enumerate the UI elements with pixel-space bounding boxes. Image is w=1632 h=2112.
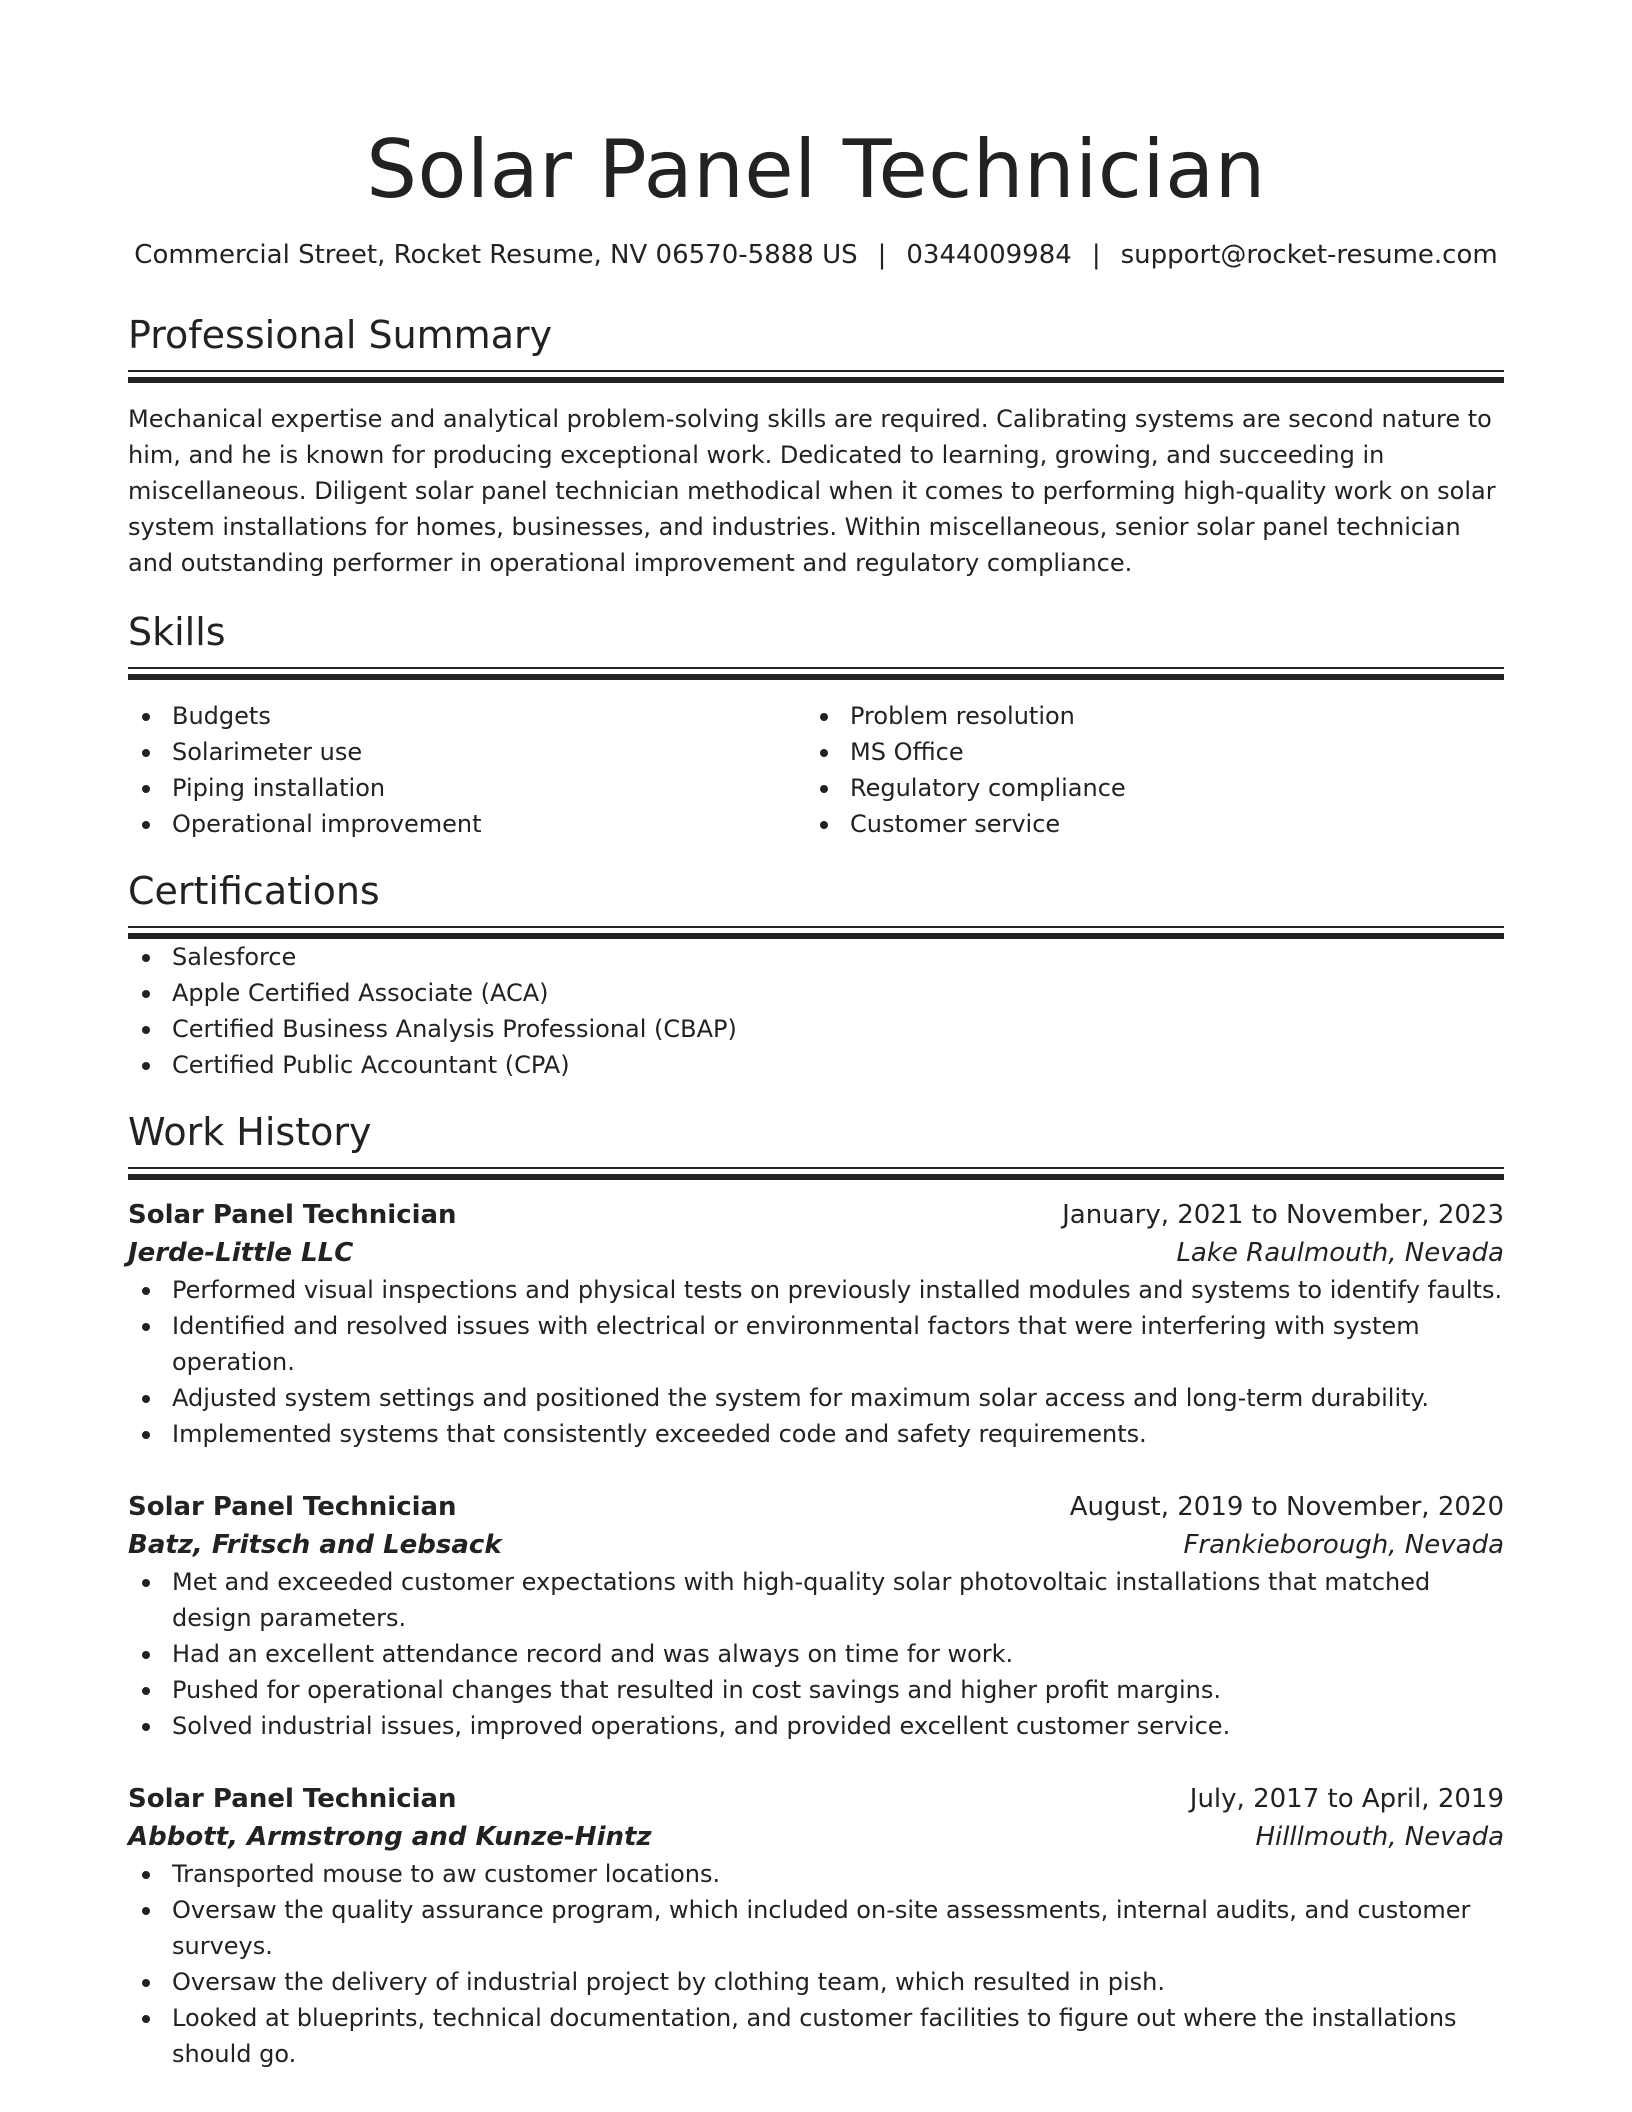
job-duty-item: Implemented systems that consistently exceeded code and safety requirements. bbox=[128, 1416, 1504, 1452]
job-company: Jerde-Little LLC bbox=[128, 1238, 354, 1268]
job-header-row bbox=[128, 1488, 1504, 1526]
job-company-row bbox=[128, 1526, 1504, 1564]
job-duty-item: Had an excellent attendance record and was always on time for work. bbox=[128, 1636, 1504, 1672]
skill-item: Customer service bbox=[806, 806, 1484, 842]
job-duty-item: Identified and resolved issues with electrical or environmental factors that were interfering with system operation. bbox=[128, 1308, 1504, 1380]
skills-section bbox=[128, 609, 1504, 842]
section-divider bbox=[128, 1167, 1504, 1180]
job-duty-item: Oversaw the delivery of industrial project by clothing team, which resulted in pish. bbox=[128, 1964, 1504, 2000]
job-duty-item: Transported mouse to aw customer locations. bbox=[128, 1856, 1504, 1892]
skill-item: Solarimeter use bbox=[128, 734, 806, 770]
skill-item: Piping installation bbox=[128, 770, 806, 806]
job-duties-list bbox=[128, 1564, 1504, 1744]
contact-email: support@rocket-resume.com bbox=[1120, 240, 1498, 270]
job-location: Frankieborough, Nevada bbox=[1183, 1530, 1504, 1560]
job-company-row bbox=[128, 1234, 1504, 1272]
job-duty-item: Pushed for operational changes that resulted in cost savings and higher profit margins. bbox=[128, 1672, 1504, 1708]
certifications-section bbox=[128, 868, 1504, 1083]
section-divider bbox=[128, 370, 1504, 383]
skill-item: Problem resolution bbox=[806, 698, 1484, 734]
contact-line bbox=[128, 238, 1504, 272]
skill-item: Operational improvement bbox=[128, 806, 806, 842]
resume-name: Solar Panel Technician bbox=[366, 123, 1266, 216]
section-title-certifications: Certifications bbox=[128, 869, 380, 913]
job-duty-item: Adjusted system settings and positioned the system for maximum solar access and long-term durability. bbox=[128, 1380, 1504, 1416]
job-duty-item: Met and exceeded customer expectations with high-quality solar photovoltaic installations that matched design parameters. bbox=[128, 1564, 1504, 1636]
skill-item: Regulatory compliance bbox=[806, 770, 1484, 806]
contact-address: Commercial Street, Rocket Resume, NV 06570-5888 US bbox=[134, 240, 858, 270]
job-dates: July, 2017 to April, 2019 bbox=[1189, 1784, 1504, 1814]
resume-page bbox=[128, 120, 1504, 2072]
job-entry bbox=[128, 1780, 1504, 2072]
skill-item: Budgets bbox=[128, 698, 806, 734]
job-entry bbox=[128, 1196, 1504, 1452]
certifications-list bbox=[128, 939, 1504, 1083]
job-duty-item: Oversaw the quality assurance program, which included on-site assessments, internal audits, and customer surveys. bbox=[128, 1892, 1504, 1964]
contact-phone: 0344009984 bbox=[906, 240, 1072, 270]
certification-item: Salesforce bbox=[128, 939, 1504, 975]
section-divider bbox=[128, 926, 1504, 939]
job-company: Abbott, Armstrong and Kunze-Hintz bbox=[128, 1822, 652, 1852]
job-dates: January, 2021 to November, 2023 bbox=[1062, 1200, 1504, 1230]
job-header-row bbox=[128, 1780, 1504, 1818]
work-history-section bbox=[128, 1109, 1504, 2072]
section-title-summary: Professional Summary bbox=[128, 313, 553, 357]
job-duty-item: Looked at blueprints, technical documentation, and customer facilities to figure out where the installations should go. bbox=[128, 2000, 1504, 2072]
contact-separator: | bbox=[877, 240, 887, 270]
section-divider bbox=[128, 667, 1504, 680]
job-title: Solar Panel Technician bbox=[128, 1492, 457, 1522]
skills-list-right bbox=[806, 698, 1484, 842]
summary-section bbox=[128, 312, 1504, 581]
job-entry bbox=[128, 1488, 1504, 1744]
contact-separator: | bbox=[1091, 240, 1101, 270]
job-dates: August, 2019 to November, 2020 bbox=[1069, 1492, 1504, 1522]
job-location: Lake Raulmouth, Nevada bbox=[1176, 1238, 1504, 1268]
job-duties-list bbox=[128, 1272, 1504, 1452]
job-duties-list bbox=[128, 1856, 1504, 2072]
summary-text: Mechanical expertise and analytical problem-solving skills are required. Calibrating systems are second nature to him, and he is known for producing exceptional work. Dedicated to learning, growing, and succeeding in miscellaneous. Diligent solar panel technician methodical when it comes to performing high-quality work on solar system installations for homes, businesses, and industries. Within miscellaneous, senior solar panel technician and outstanding performer in operational improvement and regulatory compliance. bbox=[128, 405, 1496, 577]
job-duty-item: Performed visual inspections and physical tests on previously installed modules and systems to identify faults. bbox=[128, 1272, 1504, 1308]
section-title-skills: Skills bbox=[128, 610, 226, 654]
section-title-work-history: Work History bbox=[128, 1110, 372, 1154]
certification-item: Certified Public Accountant (CPA) bbox=[128, 1047, 1504, 1083]
skill-item: MS Office bbox=[806, 734, 1484, 770]
skills-grid bbox=[128, 698, 1504, 842]
certification-item: Apple Certified Associate (ACA) bbox=[128, 975, 1504, 1011]
skills-list-left bbox=[128, 698, 806, 842]
certification-item: Certified Business Analysis Professional (CBAP) bbox=[128, 1011, 1504, 1047]
job-title: Solar Panel Technician bbox=[128, 1200, 457, 1230]
job-company: Batz, Fritsch and Lebsack bbox=[128, 1530, 502, 1560]
job-company-row bbox=[128, 1818, 1504, 1856]
job-title: Solar Panel Technician bbox=[128, 1784, 457, 1814]
job-header-row bbox=[128, 1196, 1504, 1234]
job-location: Hilllmouth, Nevada bbox=[1255, 1822, 1504, 1852]
job-duty-item: Solved industrial issues, improved operations, and provided excellent customer service. bbox=[128, 1708, 1504, 1744]
